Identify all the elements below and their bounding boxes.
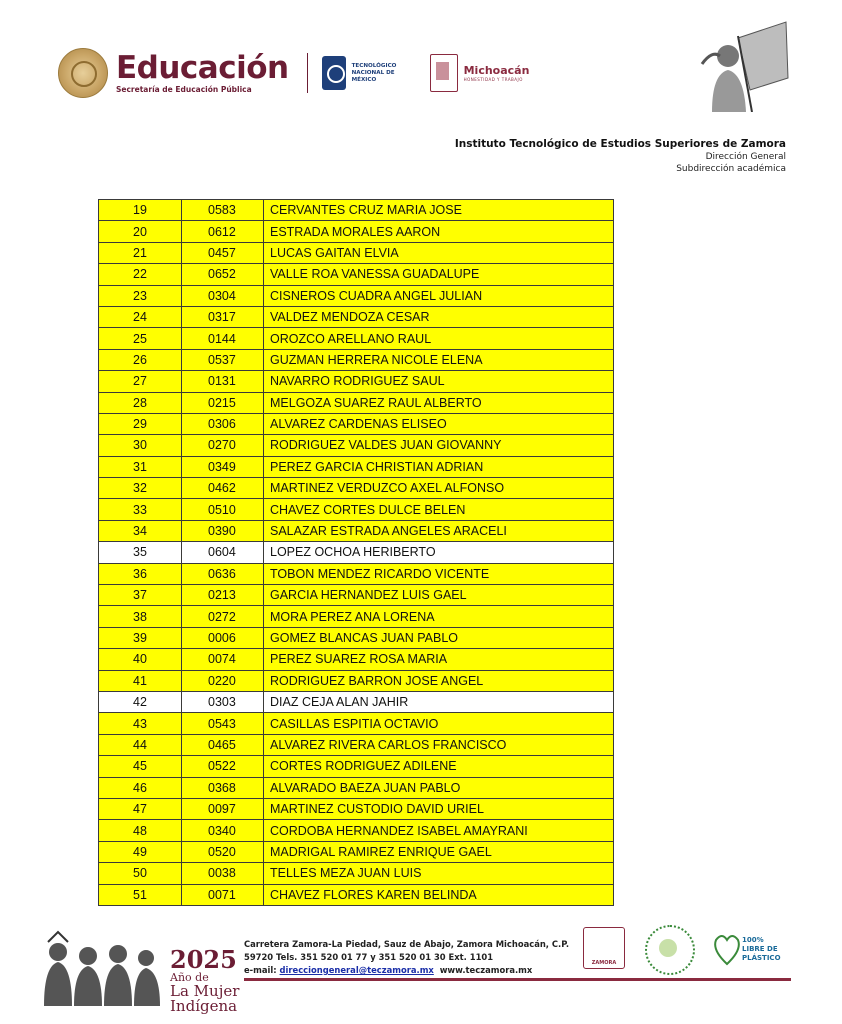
footer-divider-line [244,978,791,981]
row-number: 38 [99,606,182,627]
table-row [99,242,614,263]
table-row [99,285,614,306]
table-row [99,371,614,392]
address-line-2: 59720 Tels. 351 520 01 77 y 351 520 01 30 Ext. 1101 [244,952,494,962]
row-number: 47 [99,798,182,819]
row-number: 34 [99,520,182,541]
student-name: CORDOBA HERNANDEZ ISABEL AMAYRANI [264,820,614,841]
contact-line [244,964,569,977]
row-number: 24 [99,306,182,327]
plastic-free-text [742,936,794,963]
table-row [99,841,614,862]
zamora-logo-icon [583,927,625,969]
row-number: 46 [99,777,182,798]
student-name: LOPEZ OCHOA HERIBERTO [264,542,614,563]
row-number: 30 [99,435,182,456]
student-name: GOMEZ BLANCAS JUAN PABLO [264,627,614,648]
row-number: 39 [99,627,182,648]
row-number: 19 [99,200,182,221]
table-row [99,306,614,327]
subdirection-academic: Subdirección académica [676,164,786,174]
indigenous-women-illustration-icon [40,930,164,1006]
direction-general: Dirección General [705,152,786,162]
student-code: 0636 [182,563,264,584]
row-number: 40 [99,649,182,670]
table-row [99,649,614,670]
student-code: 0520 [182,841,264,862]
student-name: MELGOZA SUAREZ RAUL ALBERTO [264,392,614,413]
student-code: 0213 [182,585,264,606]
row-number: 45 [99,756,182,777]
edu-title: Educación [116,50,289,86]
email-label: e-mail: [244,965,280,975]
student-name: ALVARADO BAEZA JUAN PABLO [264,777,614,798]
table-row [99,585,614,606]
table-row [99,221,614,242]
row-number: 49 [99,841,182,862]
tecnm-text: TECNOLÓGICO NACIONAL DE MÉXICO [351,62,397,83]
institute-header [455,138,786,174]
student-name: TELLES MEZA JUAN LUIS [264,863,614,884]
table-row [99,713,614,734]
student-name: RODRIGUEZ BARRON JOSE ANGEL [264,670,614,691]
student-code: 0465 [182,734,264,755]
table-row [99,734,614,755]
student-code: 0457 [182,242,264,263]
student-code: 0074 [182,649,264,670]
table-row [99,606,614,627]
table-row [99,756,614,777]
student-name: ALVAREZ RIVERA CARLOS FRANCISCO [264,734,614,755]
row-number: 25 [99,328,182,349]
table-row [99,499,614,520]
heart-leaf-icon [712,928,742,968]
table-row [99,200,614,221]
student-code: 0131 [182,371,264,392]
equality-seal-icon [645,925,695,975]
student-code: 0006 [182,627,264,648]
row-number: 28 [99,392,182,413]
row-number: 48 [99,820,182,841]
student-name: MARTINEZ VERDUZCO AXEL ALFONSO [264,478,614,499]
student-code: 0390 [182,520,264,541]
table-row [99,264,614,285]
table-row [99,670,614,691]
row-number: 43 [99,713,182,734]
student-code: 0652 [182,264,264,285]
mexico-seal-icon [58,48,108,98]
student-name: ESTRADA MORALES AARON [264,221,614,242]
table-row [99,820,614,841]
year-line-2: La Mujer [170,982,240,1000]
student-code: 0144 [182,328,264,349]
year-of-indigenous-woman [170,945,240,1015]
plastic-percent: 100% [742,936,764,944]
student-code: 0272 [182,606,264,627]
student-name: CHAVEZ CORTES DULCE BELEN [264,499,614,520]
table-row [99,328,614,349]
table-row [99,478,614,499]
plastic-free-logo [712,928,794,974]
row-number: 36 [99,563,182,584]
table-row [99,627,614,648]
table-row [99,863,614,884]
student-name: GUZMAN HERRERA NICOLE ELENA [264,349,614,370]
plastic-label: LIBRE DE PLÁSTICO [742,945,781,962]
student-name: VALDEZ MENDOZA CESAR [264,306,614,327]
row-number: 33 [99,499,182,520]
student-name: CISNEROS CUADRA ANGEL JULIAN [264,285,614,306]
year-line-3: Indígena [170,997,238,1015]
row-number: 23 [99,285,182,306]
student-name: SALAZAR ESTRADA ANGELES ARACELI [264,520,614,541]
student-name: CASILLAS ESPITIA OCTAVIO [264,713,614,734]
flag-woman-illustration-icon [698,20,790,112]
tecnm-gear-icon [322,56,346,90]
row-number: 42 [99,691,182,712]
student-name: GARCIA HERNANDEZ LUIS GAEL [264,585,614,606]
table-row [99,798,614,819]
table-row [99,349,614,370]
student-name: VALLE ROA VANESSA GUADALUPE [264,264,614,285]
table-row [99,563,614,584]
sep-logo [116,52,289,94]
institute-name: Instituto Tecnológico de Estudios Superiores de Zamora [454,138,786,150]
row-number: 27 [99,371,182,392]
table-row [99,435,614,456]
zamora-logo-text: ZAMORA [591,960,617,966]
email-link[interactable]: direcciongeneral@teczamora.mx [279,965,434,975]
michoacan-shield-icon [430,54,458,92]
row-number: 37 [99,585,182,606]
student-code: 0522 [182,756,264,777]
row-number: 51 [99,884,182,905]
row-number: 26 [99,349,182,370]
student-code: 0303 [182,691,264,712]
year-line-1: Año de [170,971,209,984]
michoacan-logo [464,64,530,82]
header-divider [307,53,308,93]
student-code: 0071 [182,884,264,905]
table-row [99,691,614,712]
student-name: OROZCO ARELLANO RAUL [264,328,614,349]
header-logos [58,48,529,98]
student-code: 0317 [182,306,264,327]
table-row [99,520,614,541]
table-row [99,392,614,413]
row-number: 20 [99,221,182,242]
row-number: 44 [99,734,182,755]
student-name: TOBON MENDEZ RICARDO VICENTE [264,563,614,584]
website-link[interactable]: www.teczamora.mx [439,965,533,975]
row-number: 41 [99,670,182,691]
student-name: RODRIGUEZ VALDES JUAN GIOVANNY [264,435,614,456]
student-name: MORA PEREZ ANA LORENA [264,606,614,627]
student-name: PEREZ GARCIA CHRISTIAN ADRIAN [264,456,614,477]
student-code: 0304 [182,285,264,306]
student-name: PEREZ SUAREZ ROSA MARIA [264,649,614,670]
edu-subtitle: Secretaría de Educación Pública [116,85,252,94]
row-number: 31 [99,456,182,477]
table-row [99,413,614,434]
student-name: NAVARRO RODRIGUEZ SAUL [264,371,614,392]
table-row [99,884,614,905]
student-name: ALVAREZ CARDENAS ELISEO [264,413,614,434]
student-code: 0038 [182,863,264,884]
year-number: 2025 [170,945,237,974]
student-name: CHAVEZ FLORES KAREN BELINDA [264,884,614,905]
student-code: 0306 [182,413,264,434]
student-code: 0220 [182,670,264,691]
row-number: 35 [99,542,182,563]
student-code: 0215 [182,392,264,413]
student-code: 0537 [182,349,264,370]
student-name: LUCAS GAITAN ELVIA [264,242,614,263]
row-number: 29 [99,413,182,434]
student-code: 0462 [182,478,264,499]
footer-address [244,938,569,977]
student-code: 0368 [182,777,264,798]
student-code: 0097 [182,798,264,819]
address-line-1: Carretera Zamora-La Piedad, Sauz de Abajo, Zamora Michoacán, C.P. [244,939,570,949]
michoacan-name: Michoacán [463,64,530,77]
student-code: 0340 [182,820,264,841]
student-name: DIAZ CEJA ALAN JAHIR [264,691,614,712]
student-name: CERVANTES CRUZ MARIA JOSE [264,200,614,221]
student-code: 0583 [182,200,264,221]
student-list [98,199,614,906]
row-number: 32 [99,478,182,499]
student-name: MADRIGAL RAMIREZ ENRIQUE GAEL [264,841,614,862]
student-code: 0543 [182,713,264,734]
row-number: 22 [99,264,182,285]
student-code: 0604 [182,542,264,563]
student-code: 0612 [182,221,264,242]
student-table [98,199,614,906]
student-name: CORTES RODRIGUEZ ADILENE [264,756,614,777]
student-code: 0510 [182,499,264,520]
michoacan-sub: HONESTIDAD Y TRABAJO [463,77,523,82]
student-code: 0270 [182,435,264,456]
student-code: 0349 [182,456,264,477]
table-row [99,542,614,563]
student-name: MARTINEZ CUSTODIO DAVID URIEL [264,798,614,819]
table-row [99,456,614,477]
row-number: 50 [99,863,182,884]
row-number: 21 [99,242,182,263]
table-row [99,777,614,798]
